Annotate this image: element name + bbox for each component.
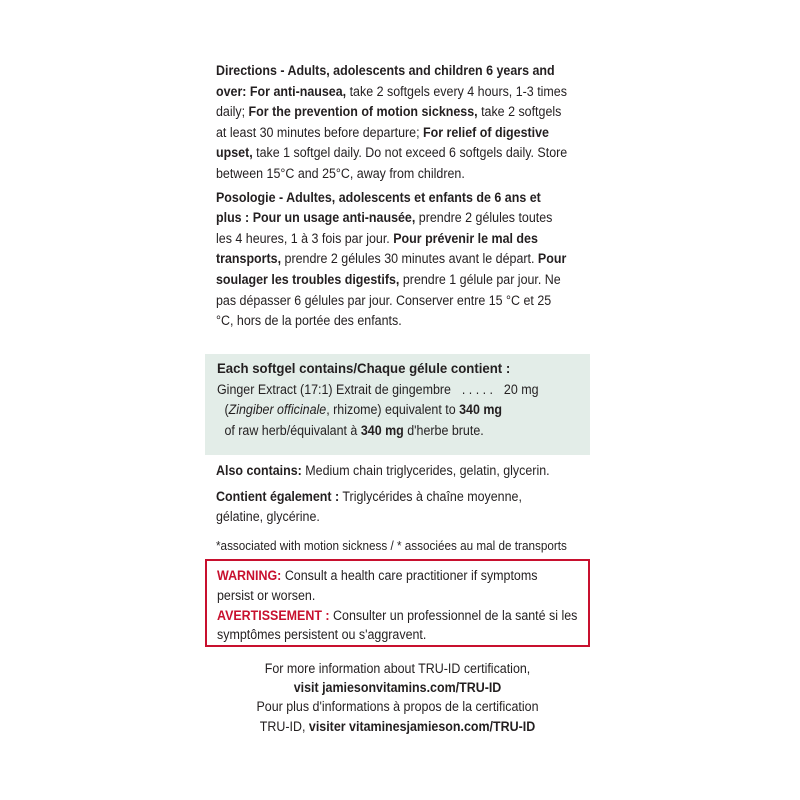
directions-section: [216, 61, 569, 332]
anti-nausea-label: For anti-nausea,: [249, 83, 347, 99]
latin-name: Zingiber officinale: [228, 402, 327, 417]
contient-label: Contient également :: [216, 488, 340, 504]
warning-text: Consult a health care practitioner if symptoms persist or worsen.: [217, 568, 538, 603]
digestive-text: take 1 softgel daily. Do not exceed 6 softgels daily. Store between 15°C and 25°C, away from children.: [216, 145, 568, 181]
dot-leader: . . . . .: [461, 381, 494, 397]
motion-sickness-text: take 2 softgels at least 30 minutes before departure;: [216, 104, 562, 140]
also-contains-fr: [216, 487, 551, 528]
directions-heading: Directions - Adults, adolescents and children 6 years and over:: [216, 63, 555, 99]
posologie-heading: Posologie - Adultes, adolescents et enfants de 6 ans et plus :: [216, 189, 541, 226]
also-contains-label: Also contains:: [216, 463, 302, 478]
equivalent-amount-fr: 340 mg: [360, 422, 404, 438]
warning-box: [205, 559, 590, 647]
warning-fr: [217, 606, 584, 646]
contient-text: Triglycérides à chaîne moyenne, gélatine, glycérine.: [216, 488, 522, 525]
info-line-4-prefix: TRU-ID,: [259, 718, 306, 734]
paren-open: (: [224, 402, 229, 417]
warning-en: [217, 566, 575, 606]
info-line-3: Pour plus d'informations à propos de la certification: [256, 699, 539, 715]
ingredient-line: [217, 380, 584, 401]
posologie-digestive-label: Pour soulager les troubles digestifs,: [216, 251, 567, 287]
posologie-motion-label: Pour prévenir le mal des transports,: [216, 230, 538, 267]
digestive-label: For relief of digestive upset,: [216, 124, 549, 161]
info-link-fr[interactable]: visiter vitaminesjamieson.com/TRU-ID: [308, 718, 536, 734]
also-contains-text: Medium chain triglycerides, gelatin, glycerin.: [305, 463, 550, 478]
ingredient-source-line: [217, 400, 584, 421]
avertissement-text: Consulter un professionnel de la santé si les symptômes persistent ou s'aggravent.: [217, 607, 578, 643]
posologie-anti-nausea-text: prendre 2 gélules toutes les 4 heures, 1 à 3 fois par jour.: [216, 210, 553, 246]
raw-herb-text: of raw herb/équivalant à: [224, 422, 358, 438]
info-line-1: For more information about TRU-ID certification,: [264, 661, 531, 676]
ingredients-box: [205, 354, 590, 455]
also-contains-en: [216, 461, 583, 482]
equivalent-amount: 340 mg: [459, 402, 503, 417]
footnote: *associated with motion sickness / * associées au mal de transports: [216, 538, 567, 553]
directions-french: [216, 188, 569, 332]
source-text: , rhizome) equivalent to: [326, 402, 456, 417]
ingredients-heading: Each softgel contains/Chaque gélule contient :: [217, 361, 511, 377]
directions-english: [216, 61, 569, 185]
also-contains-section: [216, 461, 583, 556]
posologie-anti-nausea-label: Pour un usage anti-nausée,: [252, 210, 416, 226]
posologie-motion-text: prendre 2 gélules 30 minutes avant le départ.: [284, 251, 535, 267]
ingredient-name: Ginger Extract (17:1) Extrait de gingembre: [217, 381, 451, 397]
ingredient-amount: 20 mg: [503, 381, 539, 397]
tru-id-info: [205, 659, 590, 736]
warning-label: WARNING:: [217, 568, 282, 583]
posologie-digestive-text: prendre 1 gélule par jour. Ne pas dépasser 6 gélules par jour. Conserver entre 15 °C et 25 °C, hors de la portée des enfants.: [216, 271, 561, 329]
raw-herb-fr: d'herbe brute.: [407, 422, 484, 438]
avertissement-label: AVERTISSEMENT :: [217, 607, 330, 623]
anti-nausea-text: take 2 softgels every 4 hours, 1-3 times daily;: [216, 83, 567, 120]
info-link-en[interactable]: visit jamiesonvitamins.com/TRU-ID: [293, 680, 502, 696]
raw-herb-line: [217, 421, 584, 442]
motion-sickness-label: For the prevention of motion sickness,: [248, 104, 478, 120]
